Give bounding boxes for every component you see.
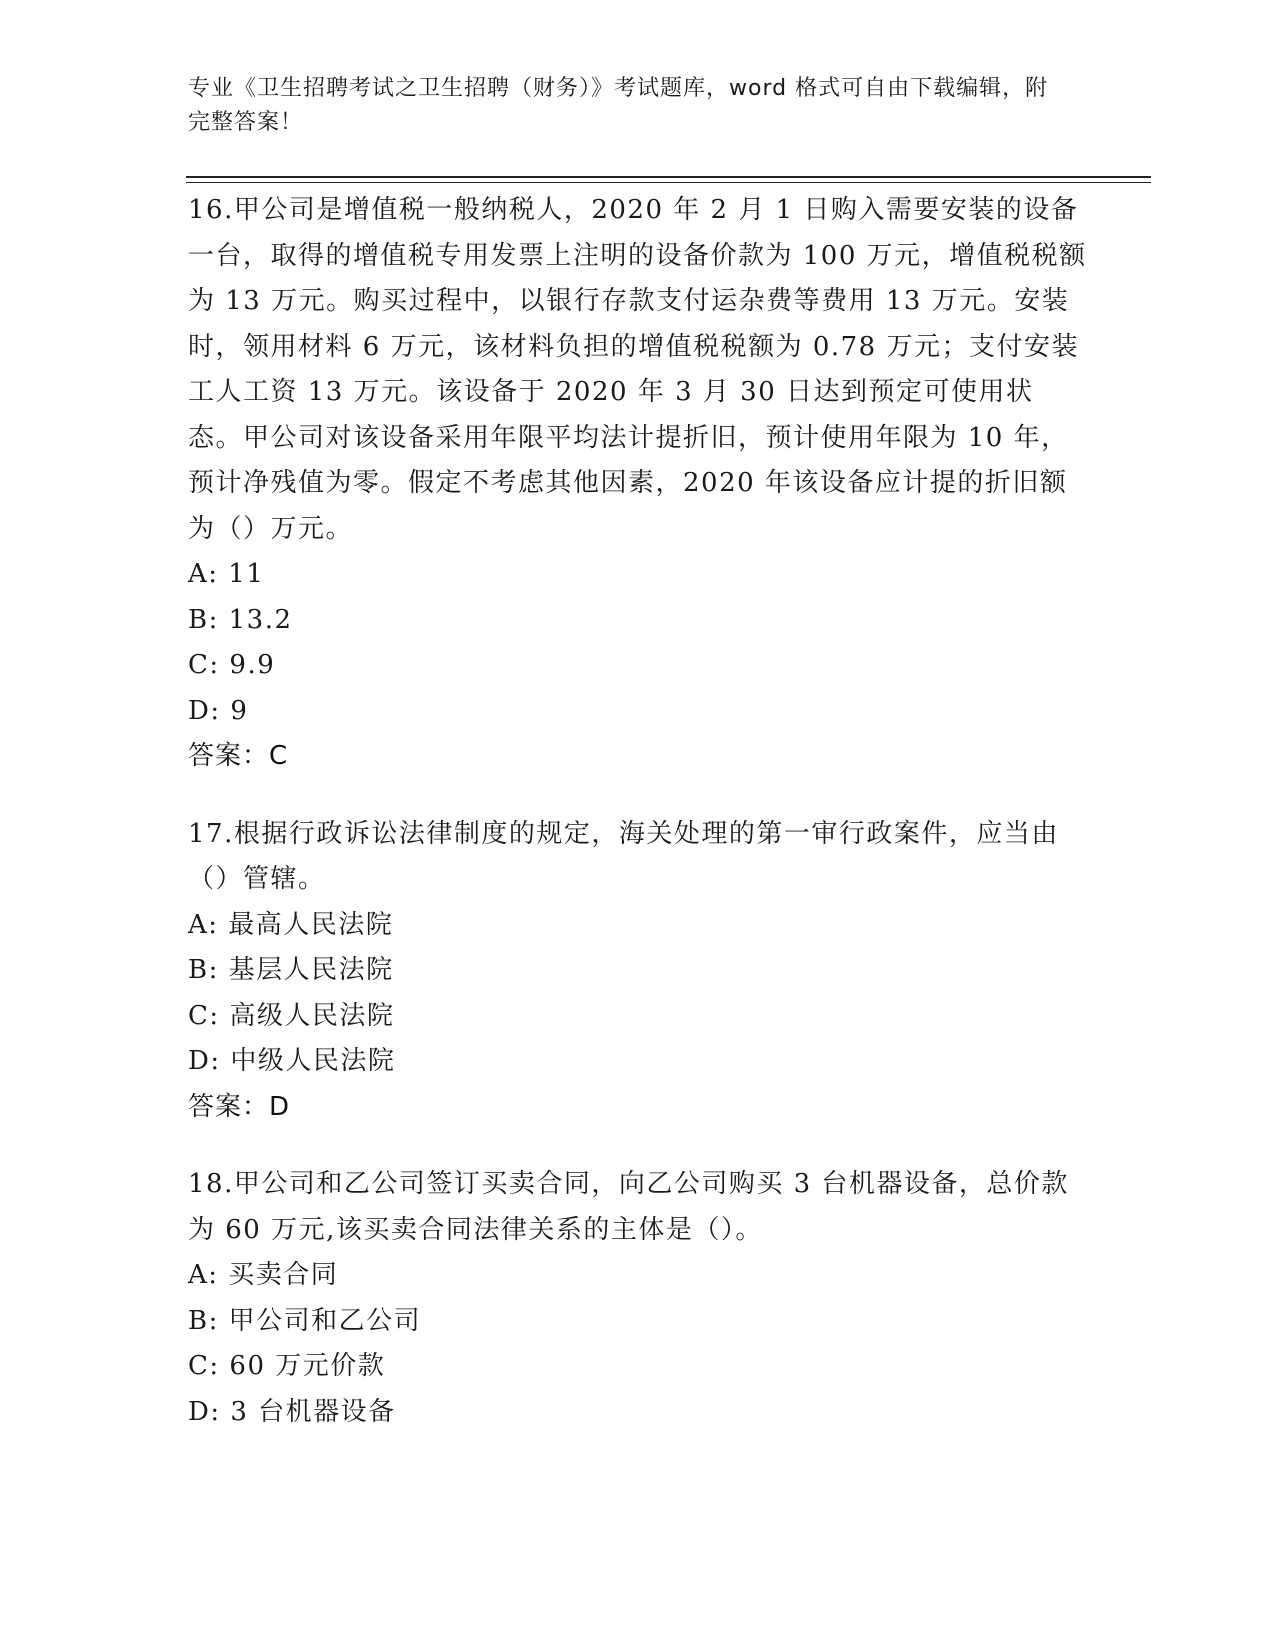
option-c: C: 60 万元价款 (188, 1351, 386, 1381)
option-d: D: 3 台机器设备 (188, 1396, 396, 1427)
question-text: 17.根据行政诉讼法律制度的规定，海关处理的第一审行政案件，应当由（）管辖。 (188, 818, 1059, 894)
option-c: C: 9.9 (188, 650, 276, 680)
document-header: 专业《卫生招聘考试之卫生招聘（财务）》考试题库，word 格式可自由下载编辑，附完整答案！ (188, 76, 1049, 135)
question-17 (188, 812, 1088, 1131)
option-c: C: 高级人民法院 (188, 1000, 395, 1031)
header-rule-thick (186, 176, 1151, 178)
option-a: A: 11 (188, 559, 265, 589)
option-a: A: 买卖合同 (188, 1260, 339, 1290)
question-18 (188, 1162, 1088, 1435)
option-b: B: 基层人民法院 (188, 955, 394, 985)
answer-label: 答案：C (188, 741, 289, 771)
option-d: D: 中级人民法院 (188, 1046, 396, 1076)
question-list (188, 188, 1088, 1467)
option-d: D: 9 (188, 695, 249, 726)
question-text: 18.甲公司和乙公司签订买卖合同，向乙公司购买 3 台机器设备，总价款为 60 万元,该买卖合同法律关系的主体是（）。 (188, 1169, 1069, 1245)
question-16 (188, 188, 1088, 780)
question-text: 16.甲公司是增值税一般纳税人，2020 年 2 月 1 日购入需要安装的设备一台，取得的增值税专用发票上注明的设备价款为 100 万元，增值税税额为 13 万元。购买过程中，以银行存款支付运杂费等费用 13 万元。安装时，领用材料 6 万元，该材料负担的增值税税额为 0.78 万元；支付安装工人工资 13 万元。该设备于 2020 年 3 月 30 日达到预定可使用状态。甲公司对该设备采用年限平均法计提折旧，预计使用年限为 10 年，预计净残值为零。假定不考虑其他因素，2020 年该设备应计提的折旧额为（）万元。 (188, 195, 1087, 544)
option-b: B: 13.2 (188, 604, 293, 635)
answer-label: 答案：D (188, 1091, 291, 1122)
option-b: B: 甲公司和乙公司 (188, 1305, 422, 1336)
header-rule-thin (186, 182, 1151, 183)
option-a: A: 最高人民法院 (188, 909, 394, 940)
